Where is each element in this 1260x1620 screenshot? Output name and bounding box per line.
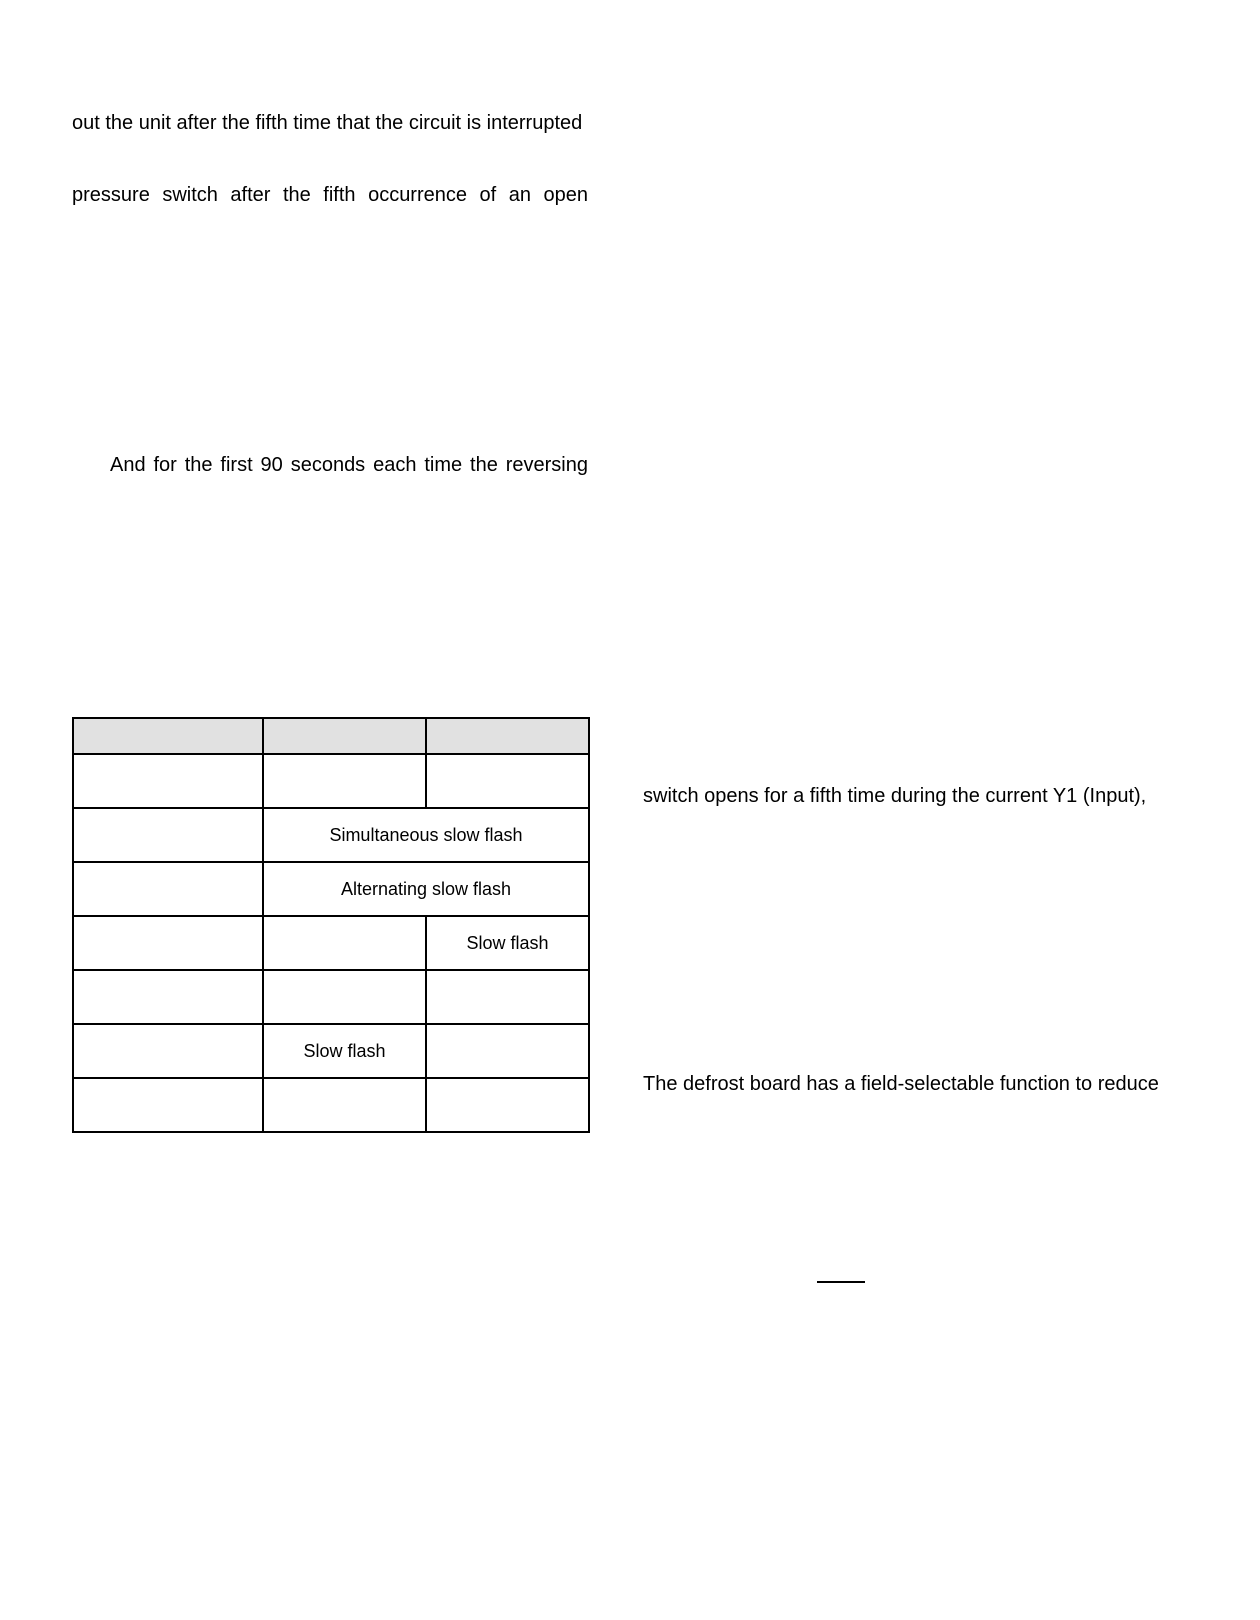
table-cell [263, 970, 426, 1024]
table-cell [426, 1024, 589, 1078]
horizontal-rule [817, 1281, 865, 1283]
table-row [73, 1024, 589, 1078]
table-row [73, 754, 589, 808]
table-cell-merged: Alternating slow flash [263, 862, 589, 916]
table-cell-merged: Simultaneous slow flash [263, 808, 589, 862]
table-cell: Slow flash [426, 916, 589, 970]
table-cell [263, 754, 426, 808]
table-cell: Slow flash [263, 1024, 426, 1078]
table-row [73, 808, 589, 862]
table-cell [73, 970, 263, 1024]
table-header-row [73, 718, 589, 754]
body-text-line: And for the first 90 seconds each time the reversing [110, 454, 588, 476]
table-cell [73, 1078, 263, 1132]
table-row [73, 916, 589, 970]
table-row [73, 1078, 589, 1132]
body-text-line: The defrost board has a field-selectable function to reduce [643, 1073, 1159, 1095]
led-status-table [72, 717, 590, 1133]
table-row [73, 970, 589, 1024]
table-cell [263, 1078, 426, 1132]
table-cell [426, 1078, 589, 1132]
table-cell [426, 754, 589, 808]
table-header-cell [426, 718, 589, 754]
table-cell [73, 808, 263, 862]
table-cell [426, 970, 589, 1024]
table-row [73, 862, 589, 916]
table-cell [73, 862, 263, 916]
table-cell [73, 1024, 263, 1078]
table-cell [73, 916, 263, 970]
body-text-line: out the unit after the fifth time that the circuit is interrupted [72, 112, 583, 134]
body-text-line: switch opens for a fifth time during the current Y1 (Input), [643, 785, 1147, 807]
body-text-line: pressure switch after the fifth occurrence of an open [72, 184, 588, 206]
table-cell [263, 916, 426, 970]
table-header-cell [263, 718, 426, 754]
table-header-cell [73, 718, 263, 754]
table-cell [73, 754, 263, 808]
